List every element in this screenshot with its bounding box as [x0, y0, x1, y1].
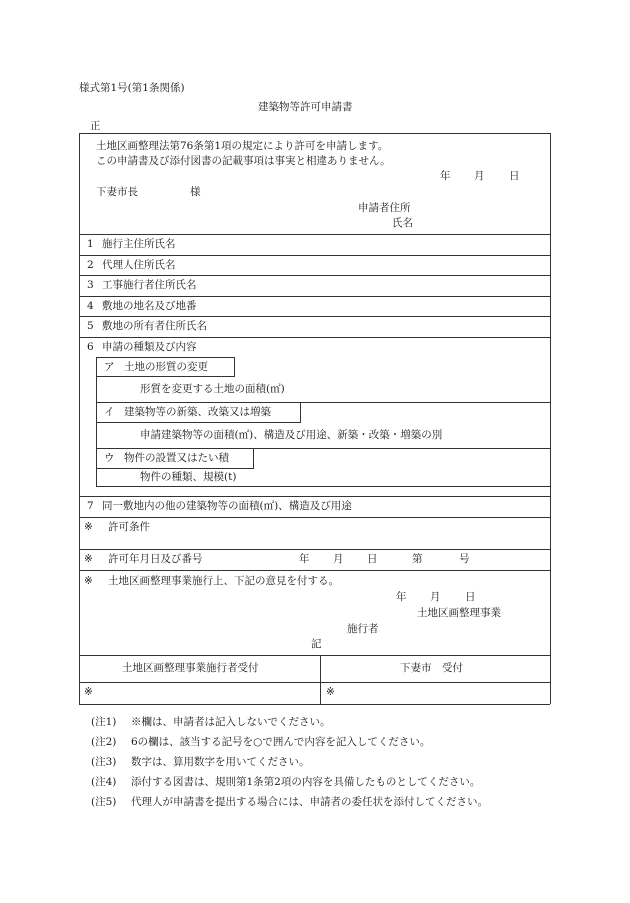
item-2-num: 2 [87, 259, 94, 271]
form-title: 建築物等許可申請書 [258, 101, 353, 113]
opinion-project: 土地区画整理事業 [417, 607, 501, 619]
opinion-mark: ※ [84, 575, 93, 587]
item-6-label: 申請の種類及び内容 [102, 341, 197, 353]
opinion-month: 月 [430, 591, 441, 603]
sub-u-detail: 物件の種類、規模(t) [140, 471, 237, 483]
receipt-executor-label: 土地区画整理事業施行者受付 [122, 662, 259, 674]
receipt-city-mark: ※ [326, 686, 335, 698]
item-7-num: 7 [87, 500, 94, 512]
note-1-num: (注1) [91, 716, 117, 728]
item-1-label: 施行主住所氏名 [102, 238, 176, 250]
opinion-label: 土地区画整理事業施行上、下記の意見を付する。 [108, 575, 339, 587]
sub-u-tag: ウ [104, 452, 115, 464]
permit-date-mark: ※ [84, 553, 93, 565]
sub-a-tag: ア [104, 361, 115, 373]
sub-i-detail: 申請建築物等の面積(㎡)、構造及び用途、新築・改築・増築の別 [140, 429, 443, 441]
form-number: 様式第1号(第1条関係) [79, 82, 185, 94]
item-7-label: 同一敷地内の他の建築物等の面積(㎡)、構造及び用途 [102, 500, 352, 512]
applicant-name-label: 氏名 [392, 217, 413, 229]
note-5-text: 代理人が申請書を提出する場合には、申請者の委任状を添付してください。 [131, 796, 488, 808]
item-5-num: 5 [87, 320, 94, 332]
header-statement-2: この申請書及び添付図書の記載事項は事実と相違ありません。 [96, 155, 391, 167]
note-4-num: (注4) [91, 776, 117, 788]
item-2-label: 代理人住所氏名 [102, 259, 176, 271]
sub-u-label: 物件の設置又はたい積 [124, 452, 229, 464]
note-2-num: (注2) [91, 736, 117, 748]
opinion-day: 日 [465, 591, 476, 603]
header-day: 日 [509, 170, 520, 182]
sub-a-label: 土地の形質の変更 [124, 361, 208, 373]
permit-date-year: 年 [299, 553, 310, 565]
permit-number-go: 号 [459, 553, 470, 565]
sub-i-label: 建築物等の新築、改築又は増築 [124, 406, 271, 418]
header-statement-1: 土地区画整理法第76条第1項の規定により許可を申請します。 [96, 140, 389, 152]
permit-date-label: 許可年月日及び番号 [108, 553, 203, 565]
applicant-address-label: 申請者住所 [358, 202, 411, 214]
permit-conditions-mark: ※ [84, 521, 93, 533]
permit-date-month: 月 [333, 553, 344, 565]
header-month: 月 [474, 170, 485, 182]
sub-a-detail: 形質を変更する土地の面積(㎡) [140, 383, 285, 395]
addressee-honorific: 様 [190, 186, 201, 198]
opinion-executor: 施行者 [347, 623, 379, 635]
item-6-num: 6 [87, 341, 94, 353]
item-1-num: 1 [87, 238, 94, 250]
permit-number-dai: 第 [412, 553, 423, 565]
note-1-text: ※欄は、申請者は記入しないでください。 [131, 716, 331, 728]
note-5-num: (注5) [91, 796, 117, 808]
receipt-city-label: 下妻市 受付 [400, 662, 463, 674]
original-mark: 正 [90, 120, 101, 132]
receipt-executor-mark: ※ [84, 686, 93, 698]
opinion-year: 年 [396, 591, 407, 603]
note-3-num: (注3) [91, 756, 117, 768]
item-5-label: 敷地の所有者住所氏名 [102, 320, 207, 332]
sub-i-tag: イ [104, 406, 115, 418]
item-3-label: 工事施行者住所氏名 [102, 279, 197, 291]
addressee: 下妻市長 [96, 186, 138, 198]
note-2-text: 6の欄は、該当する記号を○で囲んで内容を記入してください。 [131, 736, 431, 748]
note-4-text: 添付する図書は、規則第1条第2項の内容を具備したものとしてください。 [131, 776, 481, 788]
permit-date-day: 日 [367, 553, 378, 565]
permit-conditions-label: 許可条件 [108, 521, 150, 533]
opinion-ki: 記 [311, 638, 322, 650]
header-year: 年 [440, 170, 451, 182]
item-4-label: 敷地の地名及び地番 [102, 300, 197, 312]
item-4-num: 4 [87, 300, 94, 312]
item-3-num: 3 [87, 279, 94, 291]
note-3-text: 数字は、算用数字を用いてください。 [131, 756, 310, 768]
